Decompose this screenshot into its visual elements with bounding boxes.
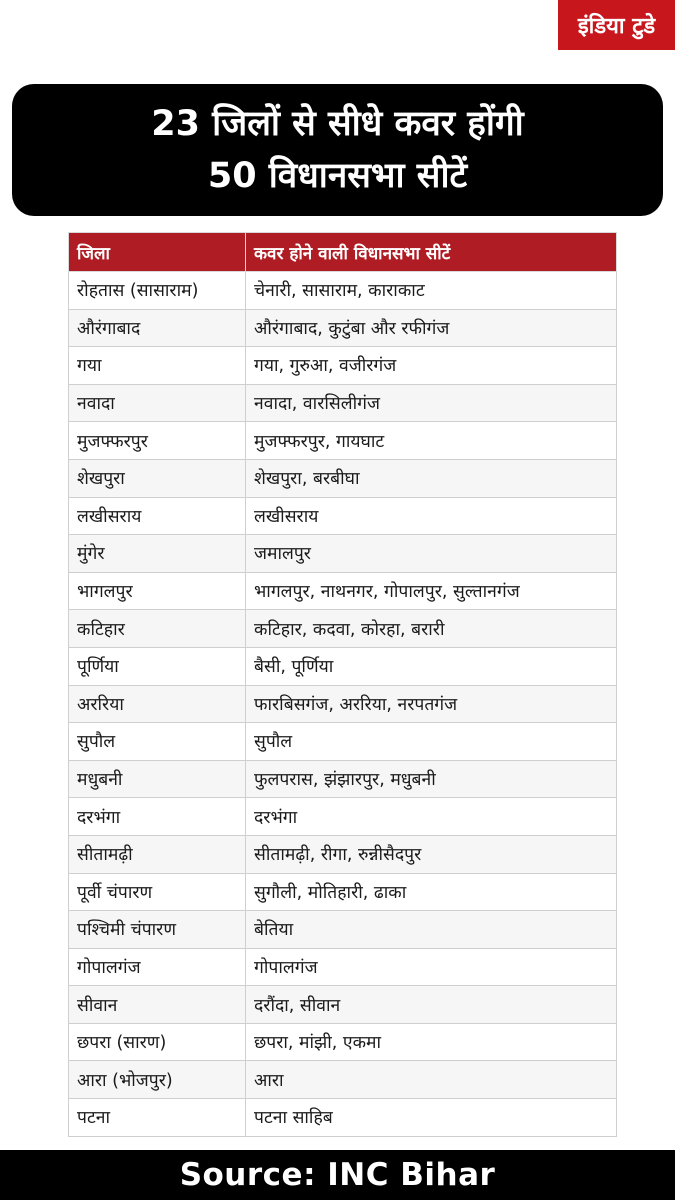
district-cell: छपरा (सारण) xyxy=(69,1023,246,1061)
table-row xyxy=(69,835,617,873)
seats-cell: पटना साहिब xyxy=(246,1099,617,1137)
district-cell: शेखपुरा xyxy=(69,459,246,497)
headline-banner xyxy=(12,84,663,216)
brand-logo xyxy=(558,0,675,50)
seats-cell: चेनारी, सासाराम, काराकाट xyxy=(246,272,617,310)
table-row xyxy=(69,347,617,385)
table-row xyxy=(69,685,617,723)
table-row xyxy=(69,384,617,422)
table-row xyxy=(69,572,617,610)
district-cell: सुपौल xyxy=(69,723,246,761)
seats-cell: छपरा, मांझी, एकमा xyxy=(246,1023,617,1061)
table-row xyxy=(69,422,617,460)
table-row xyxy=(69,723,617,761)
district-cell: कटिहार xyxy=(69,610,246,648)
seats-cell: बेतिया xyxy=(246,911,617,949)
table-row xyxy=(69,1023,617,1061)
table-row xyxy=(69,986,617,1024)
seats-cell: फुलपरास, झंझारपुर, मधुबनी xyxy=(246,760,617,798)
district-cell: रोहतास (सासाराम) xyxy=(69,272,246,310)
table-row xyxy=(69,873,617,911)
seats-cell: कटिहार, कदवा, कोरहा, बरारी xyxy=(246,610,617,648)
seats-cell: दरौंदा, सीवान xyxy=(246,986,617,1024)
seats-cell: आरा xyxy=(246,1061,617,1099)
seats-cell: नवादा, वारसिलीगंज xyxy=(246,384,617,422)
district-cell: पूर्णिया xyxy=(69,647,246,685)
district-cell: लखीसराय xyxy=(69,497,246,535)
headline-line-2: 50 विधानसभा सीटें xyxy=(207,156,468,196)
table-body xyxy=(69,272,617,1137)
seats-cell: भागलपुर, नाथनगर, गोपालपुर, सुल्तानगंज xyxy=(246,572,617,610)
district-cell: पश्चिमी चंपारण xyxy=(69,911,246,949)
seats-cell: शेखपुरा, बरबीघा xyxy=(246,459,617,497)
seats-cell: गया, गुरुआ, वजीरगंज xyxy=(246,347,617,385)
table-row xyxy=(69,1099,617,1137)
district-cell: आरा (भोजपुर) xyxy=(69,1061,246,1099)
table-row xyxy=(69,647,617,685)
table-row xyxy=(69,309,617,347)
table-header-row xyxy=(69,233,617,272)
source-text: Source: INC Bihar xyxy=(179,1157,496,1193)
table-row xyxy=(69,610,617,648)
seats-cell: दरभंगा xyxy=(246,798,617,836)
district-cell: गया xyxy=(69,347,246,385)
district-cell: दरभंगा xyxy=(69,798,246,836)
district-cell: औरंगाबाद xyxy=(69,309,246,347)
district-cell: मुजफ्फरपुर xyxy=(69,422,246,460)
brand-logo-text: इंडिया टुडे xyxy=(577,14,656,39)
seats-cell: गोपालगंज xyxy=(246,948,617,986)
district-cell: नवादा xyxy=(69,384,246,422)
table-row xyxy=(69,911,617,949)
table-row xyxy=(69,535,617,573)
seats-cell: सीतामढ़ी, रीगा, रुन्नीसैदपुर xyxy=(246,835,617,873)
district-seats-table xyxy=(68,232,617,1137)
district-cell: सीतामढ़ी xyxy=(69,835,246,873)
table-row xyxy=(69,1061,617,1099)
table-row xyxy=(69,459,617,497)
seats-cell: बैसी, पूर्णिया xyxy=(246,647,617,685)
column-header-seats: कवर होने वाली विधानसभा सीटें xyxy=(246,233,617,272)
seats-cell: सुगौली, मोतिहारी, ढाका xyxy=(246,873,617,911)
source-footer xyxy=(0,1150,675,1200)
seats-cell: फारबिसगंज, अररिया, नरपतगंज xyxy=(246,685,617,723)
table-row xyxy=(69,798,617,836)
seats-cell: औरंगाबाद, कुटुंबा और रफीगंज xyxy=(246,309,617,347)
district-cell: सीवान xyxy=(69,986,246,1024)
column-header-district: जिला xyxy=(69,233,246,272)
table-row xyxy=(69,272,617,310)
district-cell: पटना xyxy=(69,1099,246,1137)
district-cell: गोपालगंज xyxy=(69,948,246,986)
district-cell: अररिया xyxy=(69,685,246,723)
table-row xyxy=(69,948,617,986)
table-row xyxy=(69,760,617,798)
district-cell: मधुबनी xyxy=(69,760,246,798)
seats-cell: जमालपुर xyxy=(246,535,617,573)
district-cell: भागलपुर xyxy=(69,572,246,610)
table-row xyxy=(69,497,617,535)
district-cell: पूर्वी चंपारण xyxy=(69,873,246,911)
district-cell: मुंगेर xyxy=(69,535,246,573)
seats-cell: लखीसराय xyxy=(246,497,617,535)
headline-line-1: 23 जिलों से सीधे कवर होंगी xyxy=(151,104,524,144)
seats-cell: मुजफ्फरपुर, गायघाट xyxy=(246,422,617,460)
seats-cell: सुपौल xyxy=(246,723,617,761)
